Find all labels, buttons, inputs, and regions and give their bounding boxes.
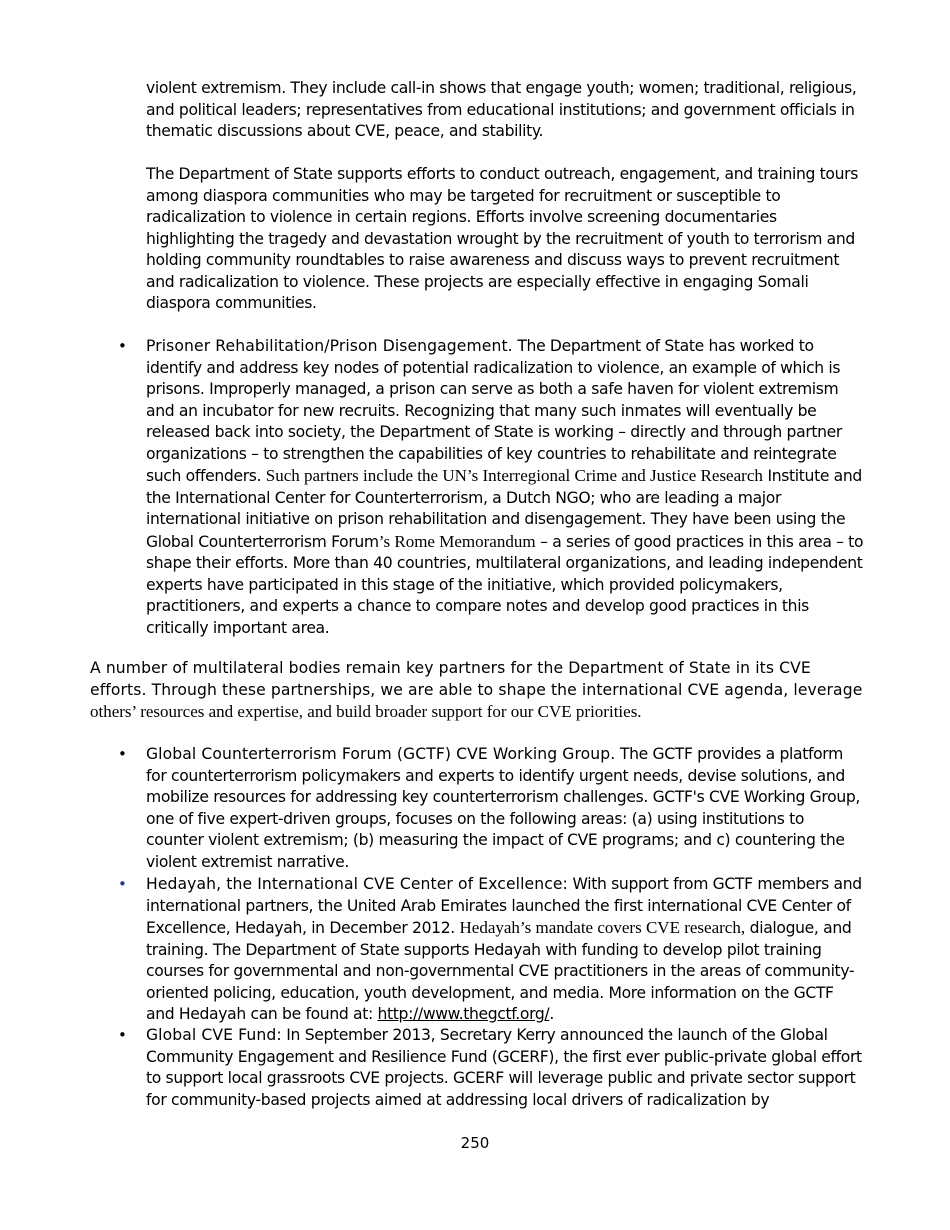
list-item-text-serif: Hedayah’s mandate covers CVE research, xyxy=(459,918,746,937)
list-item-text: – a series of good practices in this area – to shape their efforts. More than 40 countries, multilateral organizations, and leading independent experts have participated in this stage of the initiative, which provided policymakers, practitioners, and experts a chance to compare notes and develop good practices in this critically important area. xyxy=(146,532,864,637)
list-item-text: dialogue, and training. The Department of State supports Hedayah with funding to develop pilot training courses for governmental and non-governmental CVE practitioners in the areas of community-oriented policing, education, youth development, and media. More information on the GCTF and Hedayah can be found at: xyxy=(146,919,855,1023)
list-item-title: Global CVE Fund: xyxy=(146,1026,282,1044)
list-item-text: With support from GCTF members and international partners, the United Arab Emirates launched the first international CVE Center of Excellence, Hedayah, in December 2012. xyxy=(146,875,862,937)
list-item-text: In September 2013, Secretary Kerry announced the launch of the Global Community Engagement and Resilience Fund (GCERF), the first ever public-private global effort to support local grassroots CVE projects. GCERF will leverage public and private sector support for community-based projects aimed at addressing local drivers of radicalization by xyxy=(146,1026,862,1109)
list-item-title: Global Counterterrorism Forum (GCTF) CVE Working Group. xyxy=(146,745,616,763)
paragraph-text: A number of multilateral bodies remain key partners for the Department of State in its CVE efforts. Through these partnerships, we are able to shape the international CVE agenda, leverage xyxy=(90,659,863,699)
list-item-body xyxy=(146,744,866,873)
paragraph-call-in-shows: violent extremism. They include call-in shows that engage youth; women; traditional, religious, and political leaders; representatives from educational institutions; and government officials in thematic discussions about CVE, peace, and stability. xyxy=(146,79,857,140)
page-number: 250 xyxy=(460,1134,490,1152)
list-item-text: The Department of State has worked to identify and address key nodes of potential radicalization to violence, an example of which is prisons. Improperly managed, a prison can serve as both a safe haven for violent extremism and an incubator for new recruits. Recognizing that many such inmates will eventually be released back into society, the Department of State is working – directly and through partner organizations – to strengthen the capabilities of key countries to rehabilitate and reintegrate such offenders. xyxy=(146,337,842,485)
list-item-title: Prisoner Rehabilitation/Prison Disengagement. xyxy=(146,337,513,355)
list-item-title: Hedayah, the International CVE Center of Excellence: xyxy=(146,875,568,893)
paragraph-diaspora-outreach: The Department of State supports efforts to conduct outreach, engagement, and training tours among diaspora communities who may be targeted for recruitment or susceptible to radicalization to violence in certain regions. Efforts involve screening documentaries highlighting the tragedy and devastation wrought by the recruitment of youth to terrorism and holding community roundtables to raise awareness and discuss ways to prevent recruitment and radicalization to violence. These projects are especially effective in engaging Somali diaspora communities. xyxy=(146,165,858,312)
bullet-icon: • xyxy=(118,1026,127,1044)
bullet-icon: • xyxy=(118,875,127,893)
list-item-body xyxy=(146,874,866,1026)
gctf-website-link[interactable]: http://www.thegctf.org/ xyxy=(377,1005,550,1023)
list-item-text: . xyxy=(549,1005,554,1023)
bullet-icon: • xyxy=(118,337,127,355)
list-item-text-serif: Such partners include the UN’s Interregional Crime and Justice Research xyxy=(265,466,763,485)
paragraph-text-serif: others’ resources and expertise, and build broader support for our CVE priorities. xyxy=(90,702,642,721)
list-item-body xyxy=(146,1025,866,1111)
list-item-body xyxy=(146,336,866,639)
paragraph-multilateral-bodies xyxy=(90,658,870,724)
list-item-text: Institute and the International Center for Counterterrorism, a Dutch NGO; who are leading a major international initiative on prison rehabilitation and disengagement. They have been using the Global Counterterrorism Forum xyxy=(146,467,862,551)
bullet-icon: • xyxy=(118,745,127,763)
list-item-text-serif: ’s Rome Memorandum xyxy=(378,531,536,551)
list-item-text: The GCTF provides a platform for counterterrorism policymakers and experts to identify urgent needs, devise solutions, and mobilize resources for addressing key counterterrorism challenges. GCTF's CVE Working Group, one of five expert-driven groups, focuses on the following areas: (a) using institutions to counter violent extremism; (b) measuring the impact of CVE programs; and c) countering the violent extremist narrative. xyxy=(146,745,861,871)
